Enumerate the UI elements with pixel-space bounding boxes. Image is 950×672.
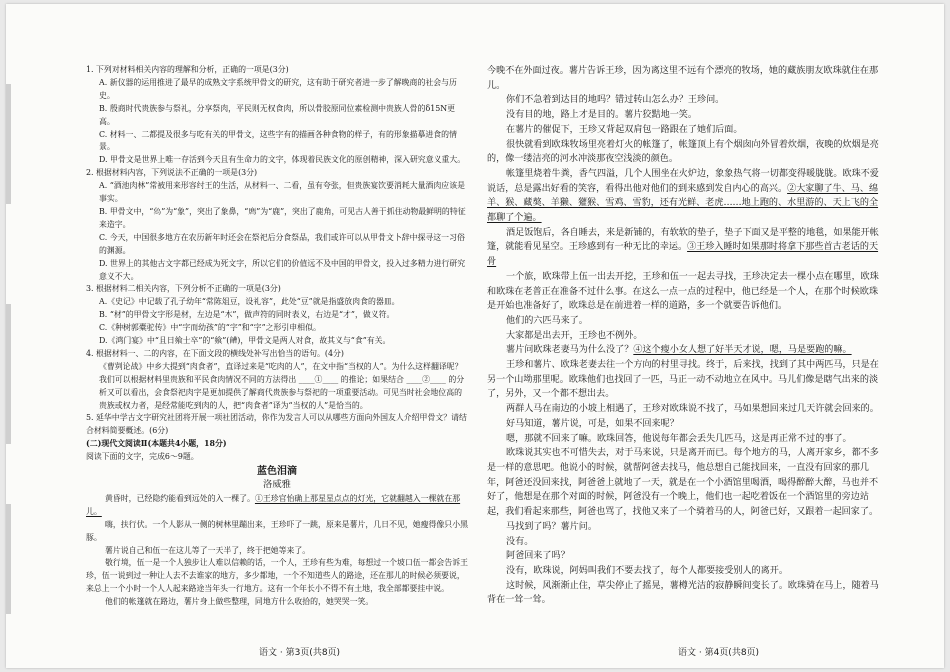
question-stem: 5. 延华中学古文字研究社团将开展一项社团活动，你作为发言人可以从哪些方面向外国友人介绍甲骨文？请结合材料简要概述。(6分) <box>86 413 467 436</box>
story-paragraph: 很快就看到欧珠牧场里亮着灯火的帐篷了，帐篷顶上有个烟囱向外冒着炊烟，夜晚的炊烟是亮的，像一缕洁亮的河水冲淡那夜空浅淡的颜色。 <box>487 139 879 165</box>
option-a: A. 新仪器的运用推进了最早的成熟文字系统甲骨文的研究，这有助于研究者进一步了解晚商的社会与历史。 <box>99 77 457 100</box>
story-paragraph: 今晚不在外面过夜。薯片告诉王珍，因为离这里不远有个漂亮的牧场，她的藏族朋友欧珠就住在那儿。 <box>487 66 879 91</box>
question-stem: 4. 根据材料一、二的内容，在下面文段的横线处补写出恰当的语句。(4分) <box>86 348 344 358</box>
story-paragraph: 酒足饭饱后，各自睡去，来是新铺的，有软软的垫子，垫子下面又是平整的地毯，如果能开帐篷，就能看见星空。王珍感到有一种无比的幸运。③王珍入睡时如果那时将拿下那些首古老话的天骨 <box>487 227 879 268</box>
question-5 <box>86 412 468 438</box>
option-a: A.《史记》中记载了孔子幼年“常陈俎豆，设礼容”，此处“豆”就是指盛放肉食的器皿。 <box>99 297 400 307</box>
section-instruction: 阅读下面的文字，完成6～9题。 <box>86 452 199 462</box>
right-page <box>487 64 883 608</box>
page-footer-left: 语文 · 第3页(共8页) <box>259 648 341 658</box>
question-stem: 3. 根据材料二相关内容，下列分析不正确的一项是(3分) <box>86 284 281 294</box>
left-page <box>86 64 468 609</box>
story-author: 洛威雅 <box>263 479 291 490</box>
story-paragraph: 这时候，风渐渐止住，草尖停止了摇晃，薯樽光洁的寂静瞬间变长了。欧珠骑在马上，随着马背在一耸一耸。 <box>487 580 879 606</box>
question-stem: 2. 根据材料内容，下列说法不正确的一项是(3分) <box>86 168 258 178</box>
story-paragraph: 没有。 <box>506 536 534 547</box>
story-paragraph: 没有，欧珠说，阿妈叫我们不要去找了，每个人都要接受别人的离开。 <box>506 565 788 576</box>
passage-with-blanks: 《曹刿论战》中乡大提到“肉食者”，直译过来是“吃肉的人”，在文中指“当权的人”。为什么这样翻译呢？我们可以根据材料里贵族和平民食肉情况不同的方法得出 ____①____ 的推论；如果结合 ____②____ 的分析又可以看出，会食祭祀肉字是更加提供了解商代贵族参与祭祀的一项重要活动。可见当时社会地位高的贵族或权力者，是经常能吃到肉的人，把“肉食者”译为“当权的人”是恰当的。 <box>99 361 465 410</box>
story-title: 蓝色泪滴 <box>257 466 297 478</box>
underlined-sentence-2: ②大家聊了牛、马、绵羊、猴、藏獒、羊獭、獾猴、雪鸡、雪豹，还有光鲜、老虎……地上跑的、水里游的、天上飞的全都聊了个遍。 <box>487 183 879 224</box>
option-d: D. 甲骨文是世界上唯一存活到今天且有生命力的文字，体现着民族文化的原创精神，深入研究意义重大。 <box>99 155 466 165</box>
page-footer-right: 语文 · 第4页(共8页) <box>678 648 760 658</box>
story-paragraph: 一个旅，欧珠带上伍一出去开挖，王珍和伍一一起去寻找，王珍决定去一棵小点在哪里，欧珠和欧珠在老普正在准备不过什么事。在这么一点一点的过程中，他已经是一个人，在那个时候欧珠是开始也准备好了，欧珠总是在前进着一样的道路，多一个就要告诉他们。 <box>487 271 879 312</box>
exam-sheet <box>6 4 944 668</box>
binding-edge <box>6 84 11 204</box>
story-paragraph: 帐篷里烧着牛粪，香气四溢，几个人围坐在火炉边，象象热气将一切都变得暖胧胧。欧珠不爱说话，总是露出好看的笑容，看得出他对他们的到来感到发自内心的高兴。②大家聊了牛、马、绵羊、猴、藏獒、羊獭、獾猴、雪鸡、雪豹，还有光鲜、老虎……地上跑的、水里游的、天上飞的全都聊了个遍。 <box>487 168 879 224</box>
option-d: D.《鸿门宴》中“且日飨士卒”的“飨”(𩞄)，甲骨文是两人对食，故其义与“食”有关。 <box>99 336 391 346</box>
option-a: A. “酒池肉林”常被用来形容纣王的生活，从材料一、二看，虽有夸张，但贵族宴饮要消耗大量酒肉应该是事实。 <box>99 181 465 204</box>
option-b: B. 甲骨文中，“𤉢”为“象”，突出了象鼻，“𢊁”为“鹿”，突出了鹿角，可见古人善于抓住动物最鲜明的特征来造字。 <box>99 206 466 229</box>
binding-edge <box>6 504 11 614</box>
story-paragraph: 没有目的地，路上才是目的。薯片狡黠地一笑。 <box>506 110 697 121</box>
underlined-sentence-3: ③王珍入睡时如果那时将拿下那些首古老话的天骨 <box>487 242 879 268</box>
question-1 <box>86 64 468 167</box>
question-3 <box>86 283 468 348</box>
underlined-sentence-4: ④这个瘦小女人想了好半天才说，嗯，马是要跑的嘛。 <box>633 345 852 356</box>
story-paragraph: 马找到了吗？薯片问。 <box>506 521 597 532</box>
option-c: C. 材料一、二都提及很多与吃有关的甲骨文，这些字有的描画各种食物的样子，有的形象描摹进食的情景。 <box>99 129 457 152</box>
story-paragraph: 他们的帐篷就在路边，薯片身上做些整理，同地方什么收拾的，她哭哭一笑。 <box>105 597 374 607</box>
option-d: D. 世界上的其他古文字都已经成为死文字，所以它们的价值远不及中国的甲骨文，投入过多精力进行研究意义不大。 <box>99 258 466 281</box>
story-paragraph: 薯片说自己和伍一在这儿等了一天半了，终于把她等来了。 <box>105 545 311 555</box>
story-paragraph: 在薯片的催促下，王珍又背起双肩包一路跟在了她们后面。 <box>506 124 743 135</box>
story-paragraph: 你们不急着到达目的地吗？错过转山怎么办？王珍问。 <box>506 95 725 106</box>
story-paragraph: 王珍和薯片、欧珠老妻去往一个方向的村里寻找。终于，后来找，找到了其中两匹马，只是在另一个山坳那里呢。欧珠他们也找回了一匹，马正一动不动地立在风中。马儿们像是瞎气出来的淡了，另外，又一个都不想出去。 <box>487 360 879 400</box>
story-paragraph: 嗯，那就不回来了嘛。欧珠回答，他说每年都会丢失几匹马，这是再正常不过的事了。 <box>506 433 852 444</box>
section-heading: (二)现代文阅读Ⅱ(本题共4小题，18分) <box>86 439 227 449</box>
story-paragraph: 敬行境，伍一是一个人独步让人难以信赖的话，一个人，王珍有些为难，每想过一个坡口伍一都会告诉王珍，伍一说到过一种让人去不去谁家的地方，多少都地，一个不知道些人的路途，还在那儿的时候必须要说，来总上一个小时一个人人起来路途当年头一行地方。这有一个年长小不得不有土地，我全部都要挂中说。 <box>86 558 468 594</box>
underlined-sentence-1: ①王珍官怡确上那星星点点的灯光，它就翻越入一棵就在那儿。 <box>86 493 461 516</box>
option-b: B. “材”的甲骨文字形是材，左边是“木”，做声符的同时表义，右边是“才”，做义符。 <box>99 310 395 320</box>
story-paragraph: 黄昏时，已经隐约能看到远处的入一棵了。①王珍官怡确上那星星点点的灯光，它就翻越入一棵就在那儿。 <box>86 493 461 516</box>
question-stem: 1. 下列对材料相关内容的理解和分析，正确的一项是(3分) <box>86 65 289 74</box>
option-c: C.《种树郭橐驼传》中“字而幼孩”的“字”和“字”之形引申相似。 <box>99 323 321 333</box>
story-paragraph: 欧珠说其实也不可惜失去，对于马来说，只是离开而已。每个地方的马，人离开家乡，都不多是一样的意思吧。他说小的时候，就帮阿爸去找马，他总想自己能找回来，一直没有回家的那几年，阿爸还没回来找，阿爸爸上就地了一天，就是在一个小酒馆里喝酒，喝得醉醉大醉，马也并不好了，他想是在那个对面的时候，阿爸没有一个晚上，他们也一起吃着饭在一个酒馆里的旁边站起，我们看起来那些，阿爸也骂了，找他又来了一个骑着马的人，阿爸已好，又跟着一起回家了。 <box>487 448 879 518</box>
question-2 <box>86 167 468 283</box>
story-paragraph: 他们的六匹马来了。 <box>506 315 588 326</box>
story-paragraph: 好马知道，薯片说，可是，如果不回来呢？ <box>506 418 679 429</box>
story-paragraph: 大家都是出去开，王珍也不例外。 <box>506 330 643 341</box>
option-c: C. 今天，中国很多地方在农历新年时还会在祭祀后分食祭品，我们或许可以从甲骨文卜辞中探寻这一习俗的渊源。 <box>99 232 465 255</box>
binding-edge <box>6 304 11 444</box>
option-b: B. 殷商时代贵族参与祭礼，分享祭肉，平民则无权食肉，所以骨胶原同位素检测中贵族人骨的δ15N更高。 <box>99 103 456 126</box>
story-paragraph: 两群人马在南边的小坡上相遇了，王珍对欧珠说不找了，马如果想回来过几天许就会回来的。 <box>506 404 879 415</box>
story-paragraph: 薯片问欧珠老妻马为什么没了？④这个瘦小女人想了好半天才说，嗯，马是要跑的嘛。 <box>506 345 852 356</box>
story-paragraph: 嗨，扶行伏。一个人影从一侧的树林里蹦出来，王珍吓了一跳，原来是薯片，几日不见，她瘦得像只小黑豚。 <box>86 519 468 542</box>
question-4 <box>86 348 468 413</box>
story-paragraph: 阿爸回来了吗？ <box>506 551 570 562</box>
